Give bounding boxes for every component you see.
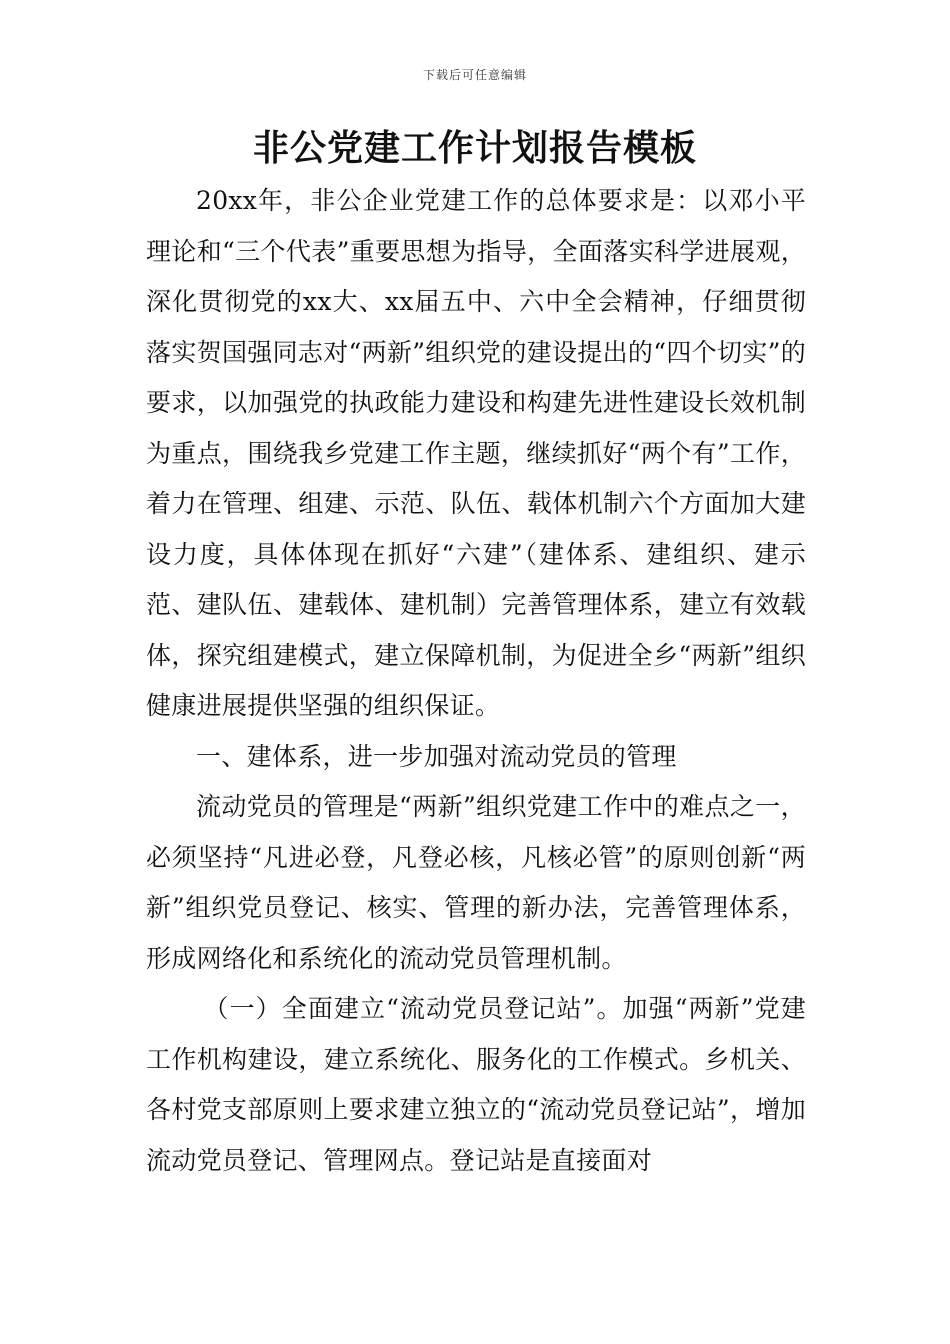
section-heading-1: 一、建体系，进一步加强对流动党员的管理 — [196, 741, 677, 771]
paragraph-section-1: 流动党员的管理是“两新”组织党建工作中的难点之一，必须坚持“凡进必登，凡登必核，凡核必管”的原则创新“两新”组织党员登记、核实、管理的新办法，完善管理体系，形成网络化和系统化的流动党员管理机制。 — [146, 792, 806, 973]
header-note: 下载后可任意编辑 — [422, 68, 527, 82]
paragraph-intro: 20xx年，非公企业党建工作的总体要求是：以邓小平理论和“三个代表”重要思想为指导，全面落实科学进展观，深化贯彻党的xx大、xx届五中、六中全会精神，仔细贯彻落实贺国强同志对“两新”组织党的建设提出的“四个切实”的要求，以加强党的执政能力建设和构建先进性建设长效机制为重点，围绕我乡党建工作主题，继续抓好“两个有”工作，着力在管理、组建、示范、队伍、载体机制六个方面加大建设力度，具体体现在抓好“六建”（建体系、建组织、建示范、建队伍、建载体、建机制）完善管理体系，建立有效载体，探究组建模式，建立保障机制，为促进全乡“两新”组织健康进展提供坚强的组织保证。 — [146, 186, 806, 720]
document-title: 非公党建工作计划报告模板 — [252, 128, 697, 169]
document-body — [146, 176, 806, 1186]
paragraph-subsection-1: （一）全面建立“流动党员登记站”。加强“两新”党建工作机构建设，建立系统化、服务化的工作模式。乡机关、各村党支部原则上要求建立独立的“流动党员登记站”，增加流动党员登记、管理网点。登记站是直接面对 — [146, 994, 806, 1175]
